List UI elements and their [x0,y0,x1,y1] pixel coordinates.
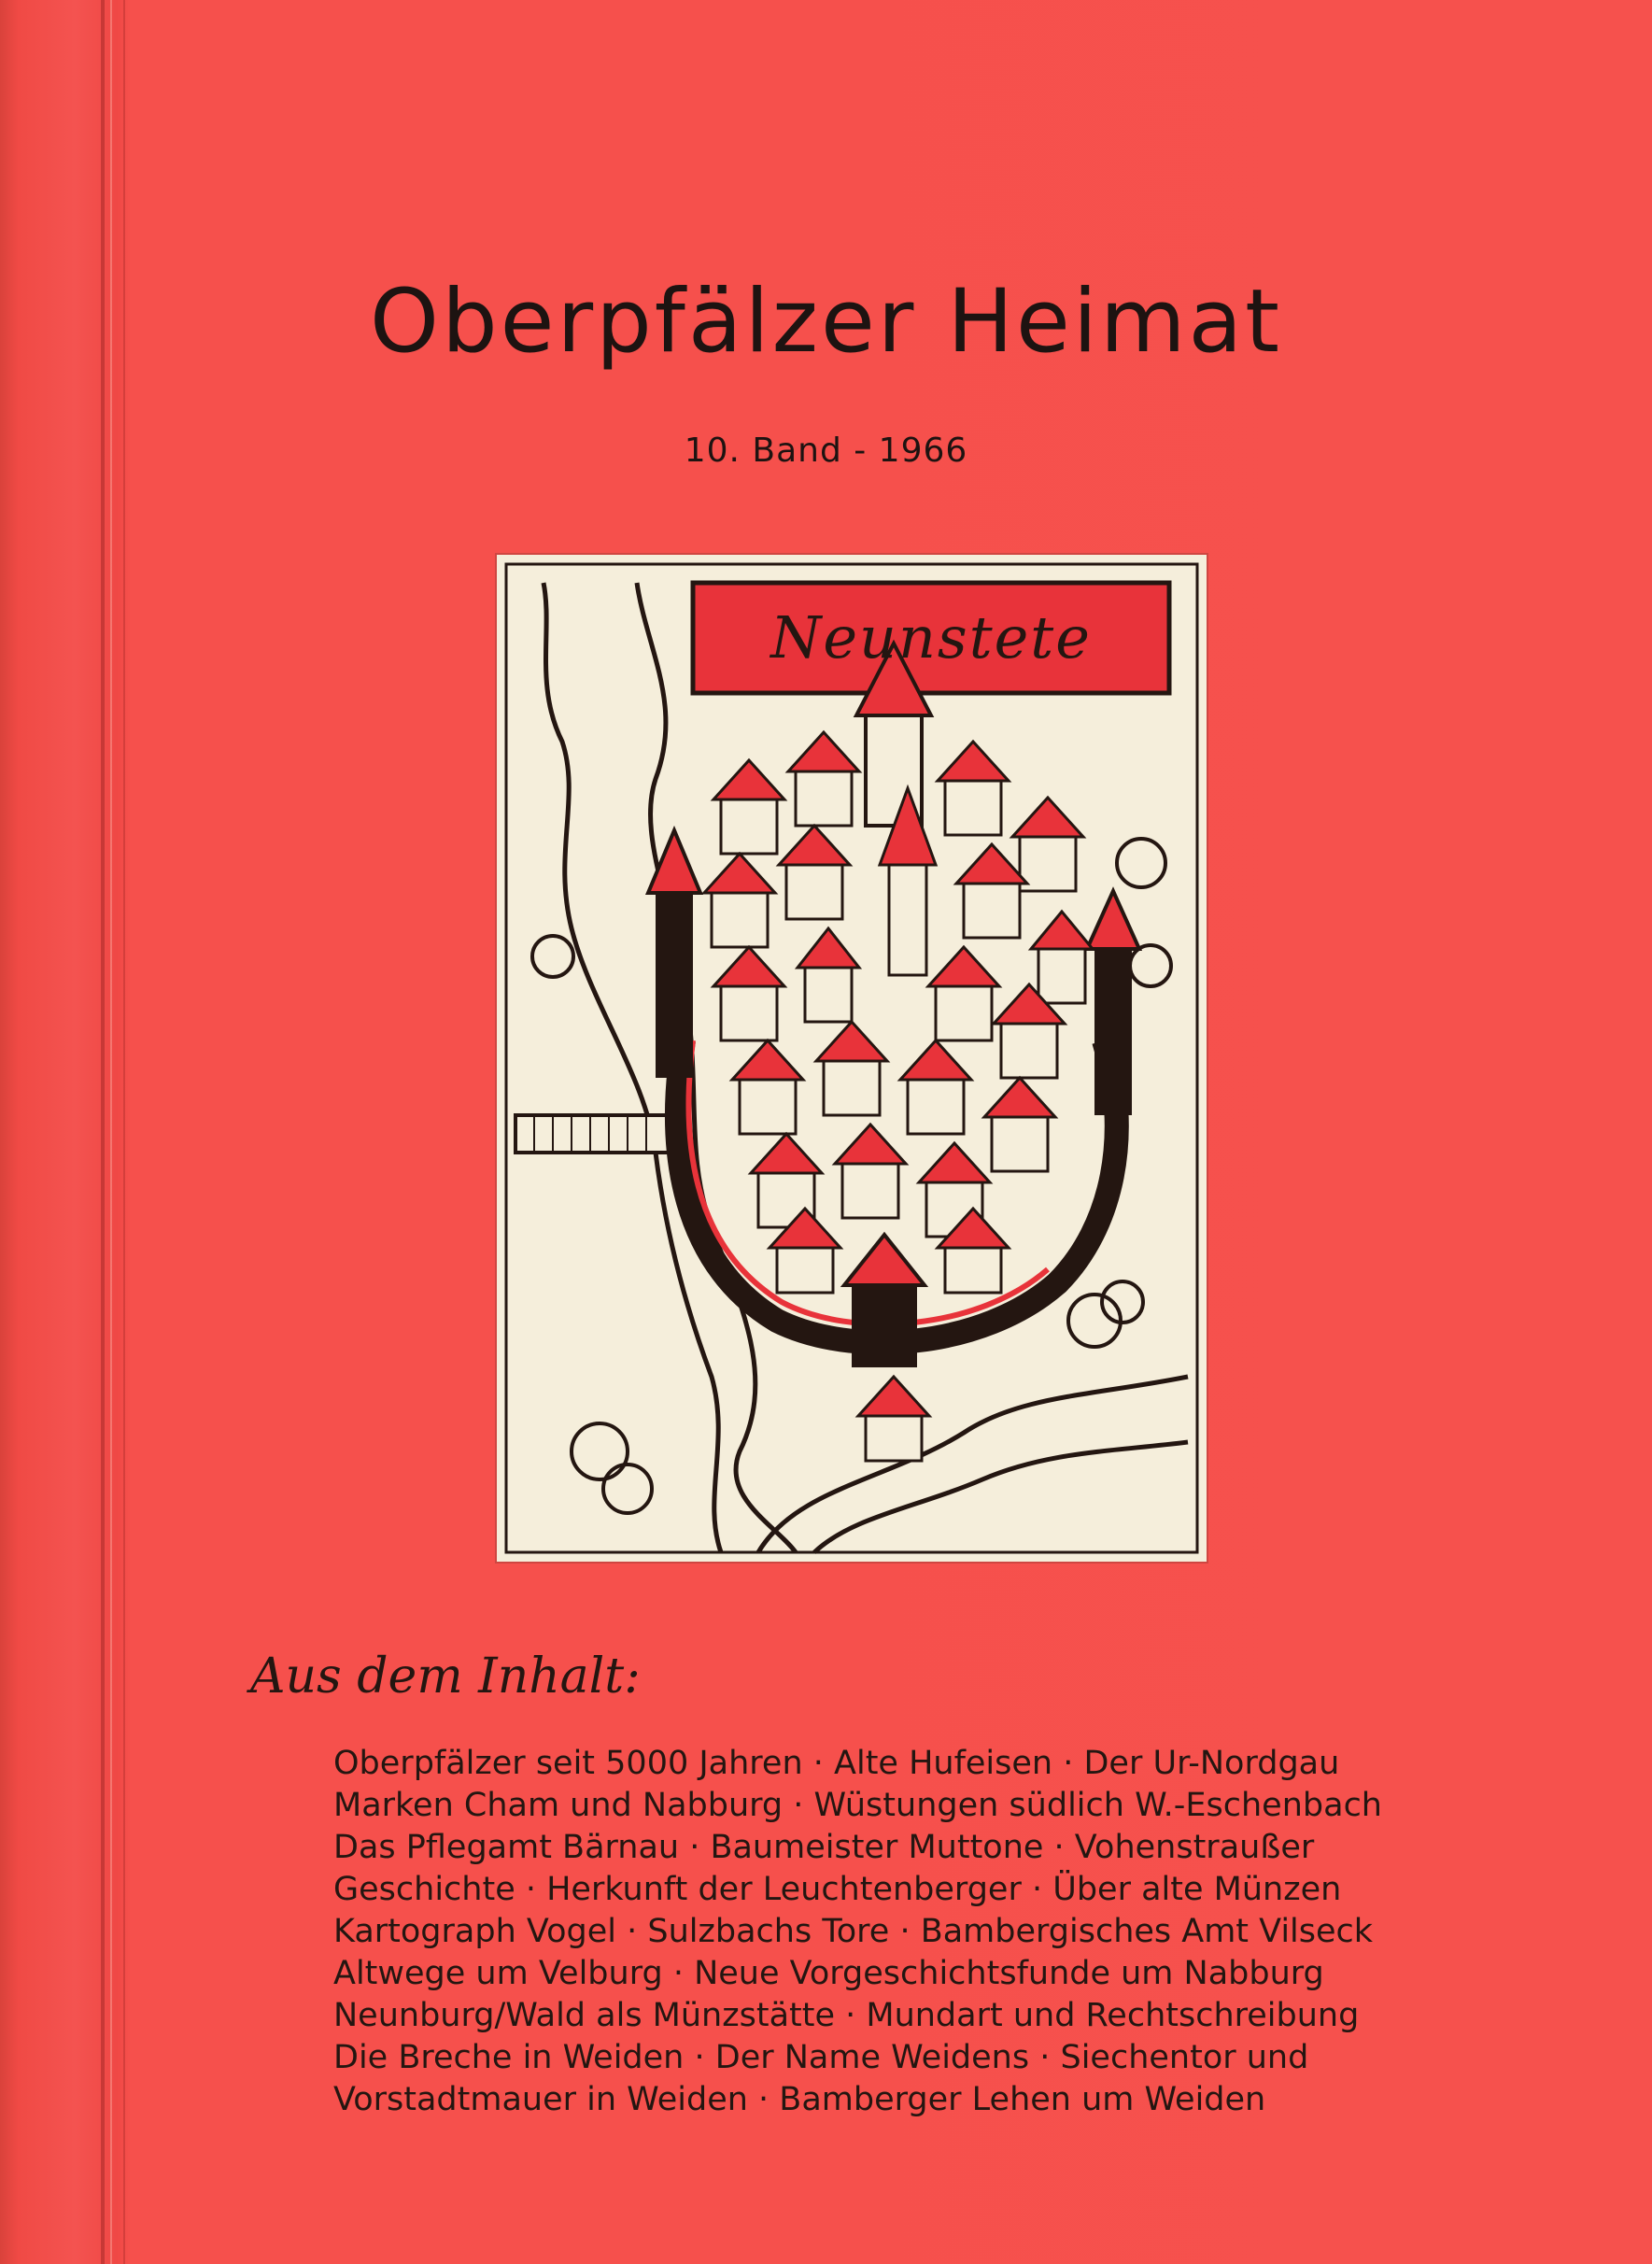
town-banner-label: Neunstete [770,603,1092,672]
contents-line: Kartograph Vogel · Sulzbachs Tore · Bambergisches Amt Vilseck [333,1913,1374,1950]
contents-list [333,1743,1450,2121]
contents-line: Marken Cham und Nabburg · Wüstungen südlich W.-Eschenbach [333,1787,1382,1824]
town-illustration [497,555,1207,1562]
town-drawing [497,555,1207,1562]
contents-line: Altwege um Velburg · Neue Vorgeschichtsfunde um Nabburg [333,1955,1324,1992]
contents-line: Das Pflegamt Bärnau · Baumeister Muttone · Vohenstraußer [333,1829,1315,1866]
contents-line: Die Breche in Weiden · Der Name Weidens · Siechentor und [333,2039,1309,2076]
contents-line: Oberpfälzer seit 5000 Jahren · Alte Hufeisen · Der Ur-Nordgau [333,1745,1340,1782]
book-title: Oberpfälzer Heimat [370,271,1282,373]
contents-heading: Aus dem Inhalt: [250,1648,641,1705]
volume-year: 10. Band - 1966 [684,432,968,470]
contents-line: Vorstadtmauer in Weiden · Bamberger Lehen um Weiden [333,2081,1266,2118]
contents-line: Neunburg/Wald als Münzstätte · Mundart und Rechtschreibung [333,1997,1360,2034]
contents-line: Geschichte · Herkunft der Leuchtenberger · Über alte Münzen [333,1871,1342,1908]
